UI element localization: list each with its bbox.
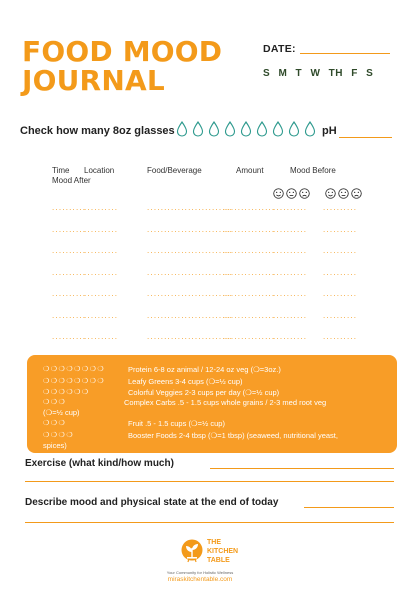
happy-face-icon[interactable]	[273, 188, 284, 199]
exercise-field-line-2[interactable]	[25, 481, 394, 482]
booster-foods-guide: Booster Foods 2-4 tbsp (❍=1 tbsp) (seaweed, nutritional yeast,	[128, 431, 338, 440]
exercise-field-line-1[interactable]	[210, 468, 394, 469]
fruit-checkboxes[interactable]: ❍❍❍	[43, 420, 67, 427]
log-cell-time[interactable]: ..........	[52, 203, 87, 212]
log-cell-mood-after[interactable]: ..........	[323, 332, 358, 341]
fruit-guide: Fruit .5 - 1.5 cups (❍=½ cup)	[128, 419, 225, 428]
log-cell-location[interactable]: ..........	[84, 246, 119, 255]
end-of-day-field-line-1[interactable]	[304, 507, 394, 508]
sad-face-icon[interactable]	[299, 188, 310, 199]
water-drop-icon[interactable]	[208, 121, 220, 137]
ph-field[interactable]	[339, 137, 392, 138]
happy-face-icon[interactable]	[325, 188, 336, 199]
booster-foods-guide-cont: spices)	[43, 441, 67, 450]
log-cell-time[interactable]: ..........	[52, 332, 87, 341]
log-cell-time[interactable]: ..........	[52, 246, 87, 255]
leafy-greens-guide: Leafy Greens 3-4 cups (❍=½ cup)	[128, 377, 243, 386]
log-cell-food[interactable]: .........................	[147, 289, 233, 298]
log-cell-mood-after[interactable]: ..........	[323, 246, 358, 255]
table-row	[52, 290, 372, 312]
neutral-face-icon[interactable]	[286, 188, 297, 199]
water-drop-icon[interactable]	[256, 121, 268, 137]
log-cell-location[interactable]: ..........	[84, 224, 119, 234]
end-of-day-field-line-2[interactable]	[25, 522, 394, 523]
log-cell-food[interactable]: .........................	[147, 267, 233, 277]
food-log-rows	[52, 204, 372, 355]
complex-carbs-guide: Complex Carbs .5 - 1.5 cups whole grains / 2-3 med root veg	[124, 398, 327, 407]
logo-word-table: TABLE	[207, 557, 230, 564]
log-cell-location[interactable]: ..........	[84, 332, 119, 341]
log-cell-food[interactable]: .........................	[147, 224, 233, 234]
log-cell-amount[interactable]: ...............	[224, 224, 276, 234]
ph-label: pH	[322, 125, 337, 137]
log-cell-time[interactable]: ..........	[52, 224, 87, 234]
sad-face-icon[interactable]	[351, 188, 362, 199]
water-drop-icon[interactable]	[192, 121, 204, 137]
log-cell-mood-after[interactable]: ..........	[323, 310, 358, 320]
log-cell-amount[interactable]: ...............	[224, 246, 276, 255]
complex-carbs-checkboxes[interactable]: ❍❍❍	[43, 399, 67, 406]
log-cell-location[interactable]: ..........	[84, 310, 119, 320]
log-cell-location[interactable]: ..........	[84, 267, 119, 277]
colorful-veggies-checkboxes[interactable]: ❍❍❍❍❍❍	[43, 389, 90, 396]
mood-before-faces	[273, 186, 312, 204]
table-row	[52, 226, 372, 248]
complex-carbs-guide-cont: (❍=½ cup)	[43, 408, 80, 417]
water-drop-icon[interactable]	[272, 121, 284, 137]
end-of-day-mood-label: Describe mood and physical state at the end of today	[25, 497, 279, 508]
log-cell-mood-before[interactable]: ..........	[273, 267, 308, 277]
weekday-selector[interactable]: S M T W TH F S	[263, 68, 374, 79]
log-cell-food[interactable]: .........................	[147, 203, 233, 212]
water-drop-icon[interactable]	[240, 121, 252, 137]
leafy-greens-checkboxes[interactable]: ❍❍❍❍❍❍❍❍	[43, 378, 106, 385]
log-cell-amount[interactable]: ...............	[224, 203, 276, 212]
water-glass-tracker[interactable]	[176, 121, 316, 137]
log-cell-location[interactable]: ..........	[84, 289, 119, 298]
food-guide-box	[27, 355, 397, 453]
log-cell-mood-after[interactable]: ..........	[323, 224, 358, 234]
log-cell-mood-after[interactable]: ..........	[323, 203, 358, 212]
table-row	[52, 269, 372, 291]
log-cell-location[interactable]: ..........	[84, 203, 119, 212]
header-mood-after: Mood After	[52, 176, 91, 185]
water-glasses-label: Check how many 8oz glasses	[20, 125, 175, 137]
neutral-face-icon[interactable]	[338, 188, 349, 199]
header-location: Location	[84, 166, 115, 175]
log-cell-mood-before[interactable]: ..........	[273, 310, 308, 320]
title-line-1: FOOD MOOD	[22, 35, 223, 68]
table-row	[52, 333, 372, 355]
protein-checkboxes[interactable]: ❍❍❍❍❍❍❍❍	[43, 366, 106, 373]
log-cell-food[interactable]: .........................	[147, 310, 233, 320]
kitchen-table-logo-icon	[181, 539, 203, 564]
exercise-label: Exercise (what kind/how much)	[25, 458, 174, 469]
logo-word-the: THE	[207, 539, 221, 546]
website-link[interactable]: miraskitchentable.com	[167, 576, 233, 583]
date-label: DATE:	[263, 43, 296, 55]
log-cell-mood-before[interactable]: ..........	[273, 203, 308, 212]
log-cell-amount[interactable]: ...............	[224, 310, 276, 320]
log-cell-time[interactable]: ..........	[52, 267, 87, 277]
table-row	[52, 247, 372, 269]
colorful-veggies-guide: Colorful Veggies 2-3 cups per day (❍=½ cup)	[128, 388, 280, 397]
logo-word-kitchen: KITCHEN	[207, 548, 239, 555]
log-cell-amount[interactable]: ...............	[224, 289, 276, 298]
log-cell-mood-before[interactable]: ..........	[273, 289, 308, 298]
booster-foods-checkboxes[interactable]: ❍❍❍❍	[43, 432, 75, 439]
header-mood-before: Mood Before	[290, 166, 336, 175]
log-cell-time[interactable]: ..........	[52, 289, 87, 298]
log-cell-mood-before[interactable]: ..........	[273, 332, 308, 341]
log-cell-mood-before[interactable]: ..........	[273, 224, 308, 234]
header-time: Time	[52, 166, 70, 175]
journal-title	[22, 37, 222, 95]
log-cell-food[interactable]: .........................	[147, 332, 233, 341]
logo-tagline: Your Community for Holistic Wellness	[166, 570, 234, 575]
log-cell-amount[interactable]: ...............	[224, 267, 276, 277]
date-field[interactable]	[300, 53, 390, 54]
header-food-beverage: Food/Beverage	[147, 166, 202, 175]
log-cell-mood-after[interactable]: ..........	[323, 289, 358, 298]
water-drop-icon[interactable]	[176, 121, 188, 137]
title-line-2: JOURNAL	[22, 64, 165, 97]
kitchen-table-logo-text	[207, 538, 238, 565]
log-cell-time[interactable]: ..........	[52, 310, 87, 320]
log-cell-mood-before[interactable]: ..........	[273, 246, 308, 255]
water-drop-icon[interactable]	[304, 121, 316, 137]
protein-guide: Protein 6-8 oz animal / 12-24 oz veg (❍=3oz.)	[128, 365, 281, 374]
table-row	[52, 204, 372, 226]
table-row	[52, 312, 372, 334]
header-amount: Amount	[236, 166, 264, 175]
log-cell-mood-after[interactable]: ..........	[323, 267, 358, 277]
mood-after-faces	[325, 186, 364, 204]
log-cell-amount[interactable]: ...............	[224, 332, 276, 341]
water-drop-icon[interactable]	[224, 121, 236, 137]
water-drop-icon[interactable]	[288, 121, 300, 137]
log-cell-food[interactable]: .........................	[147, 246, 233, 255]
